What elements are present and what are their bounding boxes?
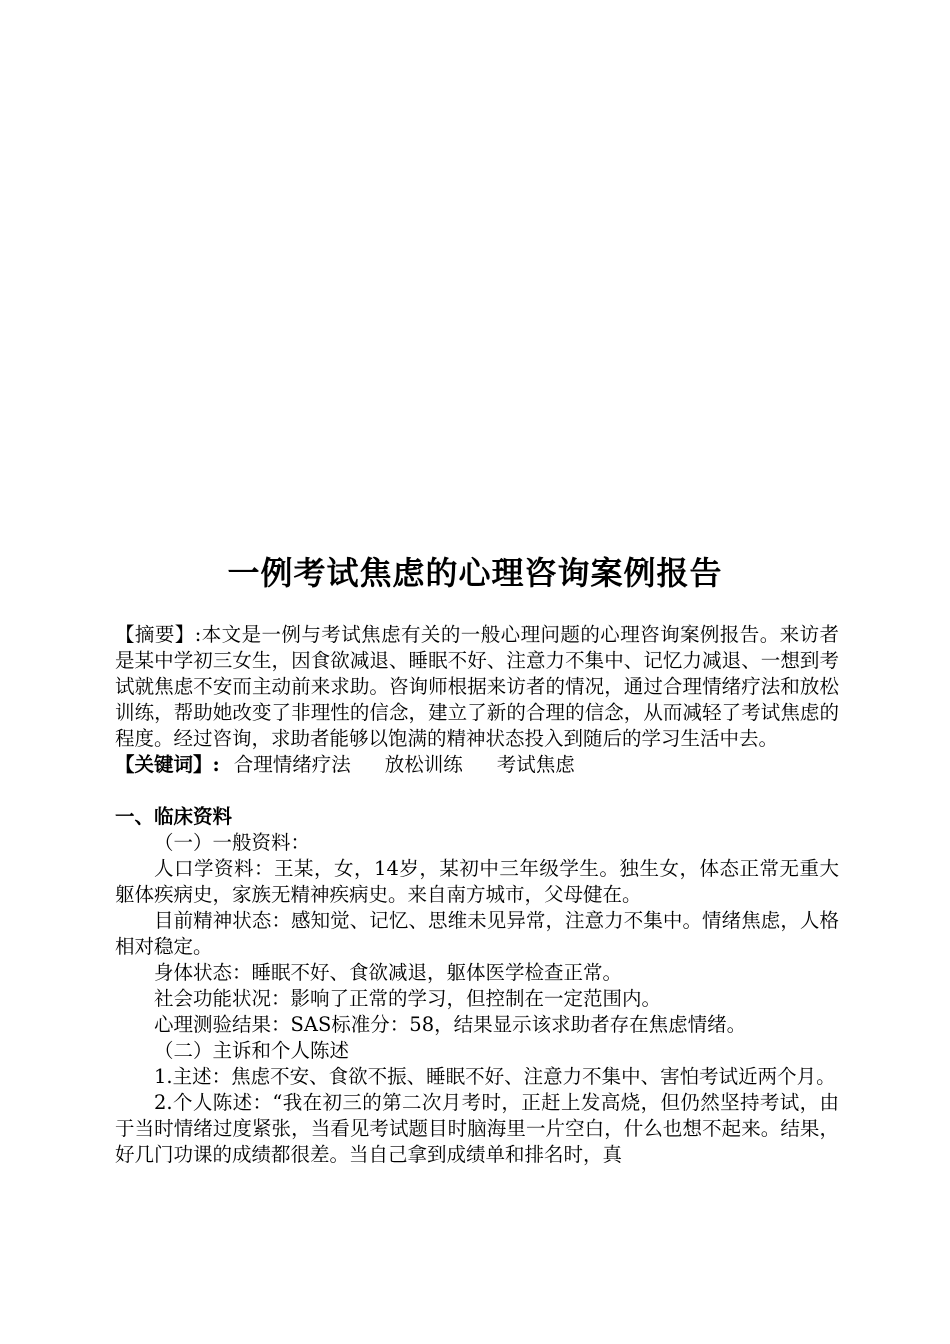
demographics-paragraph: 人口学资料：王某，女，14岁，某初中三年级学生。独生女，体态正常无重大躯体疾病史，家族无精神疾病史。来自南方城市，父母健在。 (115, 857, 839, 906)
abstract-paragraph: 【摘要】:本文是一例与考试焦虑有关的一般心理问题的心理咨询案例报告。来访者是某中学初三女生，因食欲减退、睡眠不好、注意力不集中、记忆力减退、一想到考试就焦虑不安而主动前来求助。咨询师根据来访者的情况，通过合理情绪疗法和放松训练，帮助她改变了非理性的信念，建立了新的合理的信念，从而减轻了考试焦虑的程度。经过咨询，求助者能够以饱满的精神状态投入到随后的学习生活中去。 (115, 623, 839, 750)
subsection-heading: （二）主诉和个人陈述 (154, 1039, 350, 1062)
social-function-paragraph: 社会功能状况：影响了正常的学习，但控制在一定范围内。 (154, 987, 662, 1010)
test-result-paragraph: 心理测验结果：SAS标准分：58，结果显示该求助者存在焦虑情绪。 (154, 1013, 747, 1036)
section-heading: 一、临床资料 (115, 805, 233, 828)
mental-state-paragraph: 目前精神状态：感知觉、记忆、思维未见异常，注意力不集中。情绪焦虑，人格相对稳定。 (115, 909, 839, 958)
document-body (115, 622, 839, 1168)
complaint-paragraph: 1.主述：焦虑不安、食欲不振、睡眠不好、注意力不集中、害怕考试近两个月。 (154, 1065, 836, 1088)
keywords-line (115, 752, 839, 778)
keywords-label: 【关键词】: (115, 753, 220, 776)
keyword-item: 考试焦虑 (496, 753, 575, 776)
statement-paragraph: 2.个人陈述：“我在初三的第二次月考时，正赶上发高烧，但仍然坚持考试，由于当时情绪过度紧张，当看见考试题目时脑海里一片空白，什么也想不起来。结果，好几门功课的成绩都很差。当自己拿到成绩单和排名时，真 (115, 1091, 839, 1166)
physical-state-paragraph: 身体状态：睡眠不好、食欲减退，躯体医学检查正常。 (154, 961, 623, 984)
keyword-item: 合理情绪疗法 (233, 753, 351, 776)
keyword-item: 放松训练 (384, 753, 463, 776)
subsection-heading: （一）一般资料： (154, 831, 311, 854)
document-title: 一例考试焦虑的心理咨询案例报告 (227, 554, 723, 592)
